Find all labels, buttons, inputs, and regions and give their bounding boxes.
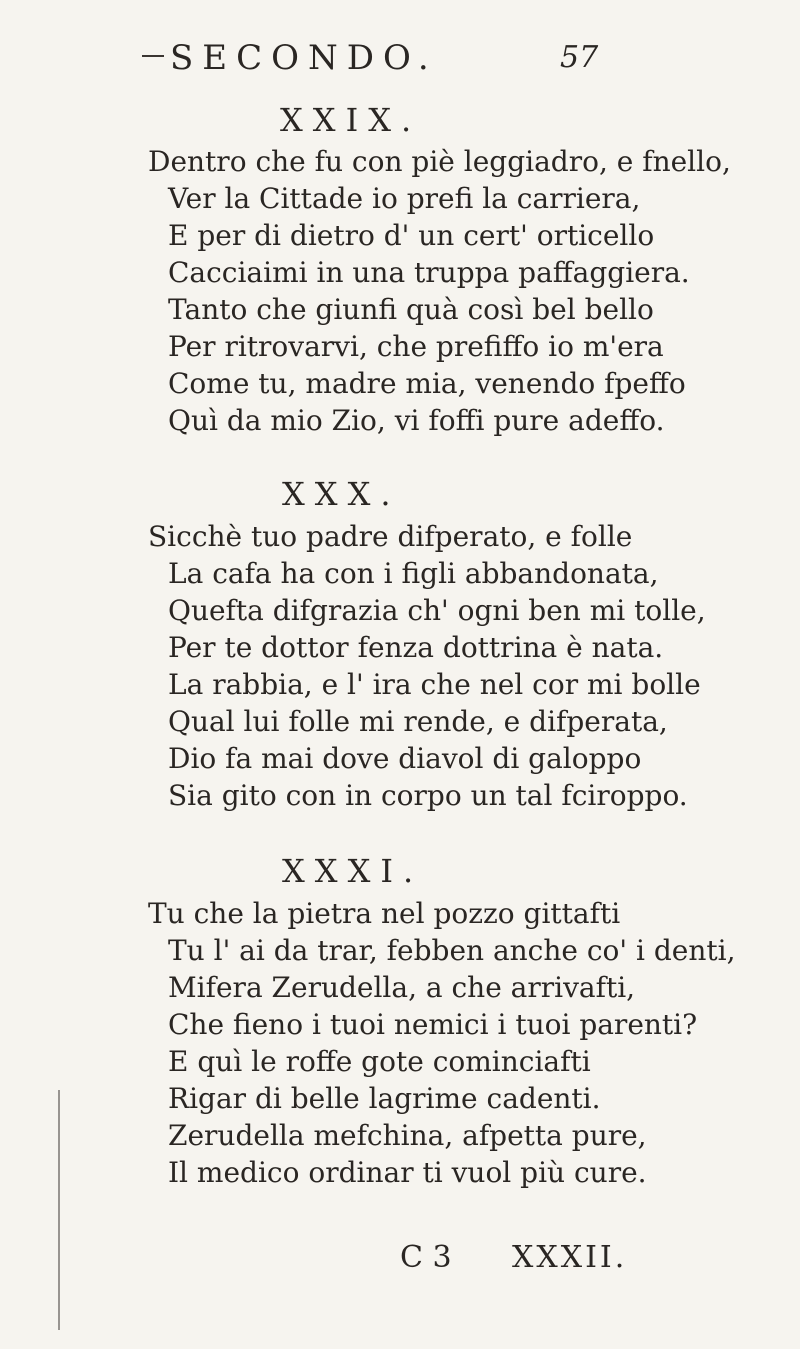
stanza-xxxi — [148, 895, 736, 1191]
verse-line: Sicchè tuo padre difperato, e folle — [148, 520, 633, 553]
stanza-heading-xxxi: XXXI. — [282, 852, 424, 890]
margin-rule — [58, 1090, 60, 1330]
catchword: XXXII. — [512, 1240, 628, 1275]
verse-line: Quefta difgrazia ch' ogni ben mi tolle, — [168, 594, 706, 627]
verse-line: Rigar di belle lagrime cadenti. — [168, 1082, 601, 1115]
running-head-title: SECONDO. — [170, 38, 438, 78]
verse-line: Cacciaimi in una truppa paffaggiera. — [168, 256, 690, 289]
stanza-heading-xxx: XXX. — [282, 475, 401, 513]
verse-line: Quì da mio Zio, vi foffi pure adeffo. — [168, 404, 665, 437]
verse-line: Tu che la pietra nel pozzo gittafti — [148, 897, 621, 930]
verse-line: Che fieno i tuoi nemici i tuoi parenti? — [168, 1008, 698, 1041]
stanza-heading-xxix: XXIX. — [280, 101, 422, 139]
verse-line: E per di dietro d' un cert' orticello — [168, 219, 655, 252]
stanza-xxix — [148, 143, 731, 439]
head-dash-ornament — [142, 55, 164, 57]
verse-line: Dio fa mai dove diavol di galoppo — [168, 742, 642, 775]
stanza-xxx — [148, 518, 706, 814]
verse-line: Tu l' ai da trar, febben anche co' i denti, — [168, 934, 736, 967]
catchline — [400, 1238, 720, 1278]
verse-line: Per ritrovarvi, che prefiffo io m'era — [168, 330, 664, 363]
verse-line: Zerudella mefchina, afpetta pure, — [168, 1119, 647, 1152]
verse-line: Dentro che fu con piè leggiadro, e fnello, — [148, 145, 731, 178]
verse-line: Ver la Cittade io prefi la carriera, — [168, 182, 641, 215]
verse-line: Mifera Zerudella, a che arrivafti, — [168, 971, 636, 1004]
verse-line: Come tu, madre mia, venendo fpeffo — [168, 367, 686, 400]
verse-line: Qual lui folle mi rende, e difperata, — [168, 705, 668, 738]
page-number: 57 — [560, 40, 599, 75]
running-head — [170, 36, 690, 80]
verse-line: Il medico ordinar ti vuol più cure. — [168, 1156, 647, 1189]
verse-line: Sia gito con in corpo un tal fciroppo. — [168, 779, 688, 812]
verse-line: La rabbia, e l' ira che nel cor mi bolle — [168, 668, 701, 701]
verse-line: La cafa ha con i figli abbandonata, — [168, 557, 659, 590]
verse-line: Per te dottor fenza dottrina è nata. — [168, 631, 664, 664]
verse-line: Tanto che giunfi quà così bel bello — [168, 293, 654, 326]
signature-mark: C 3 — [400, 1240, 452, 1275]
verse-line: E quì le roffe gote cominciafti — [168, 1045, 591, 1078]
